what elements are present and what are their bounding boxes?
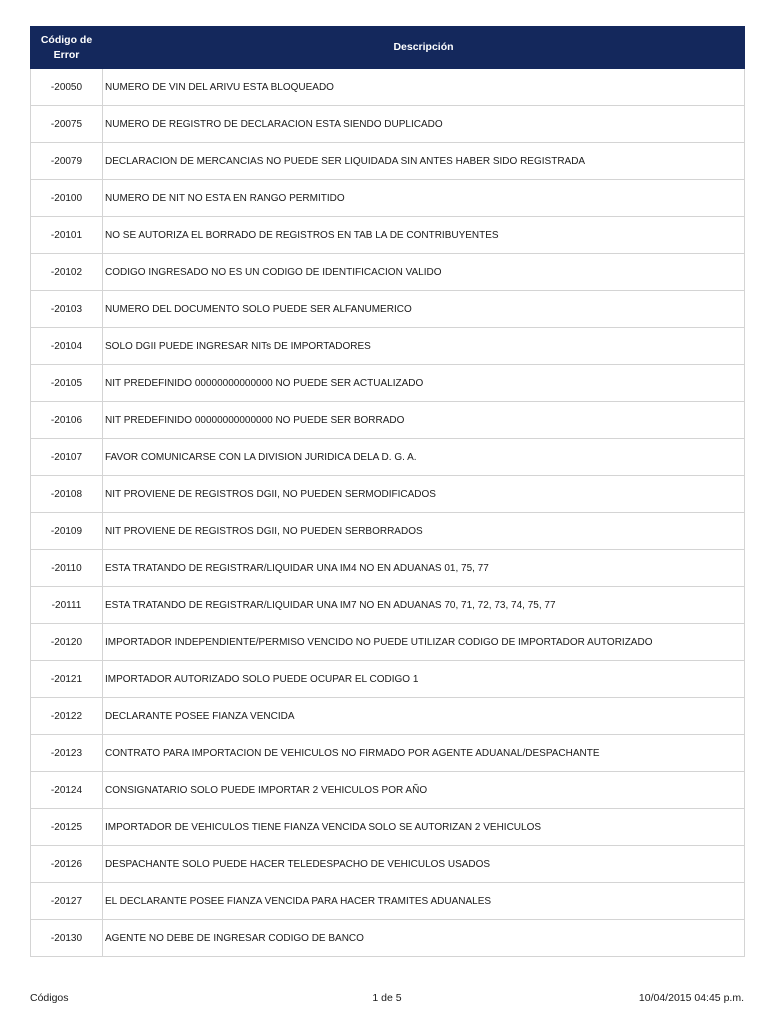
error-code-cell: -20124 <box>31 772 103 809</box>
error-description-cell: NUMERO DE REGISTRO DE DECLARACION ESTA SIENDO DUPLICADO <box>103 106 745 143</box>
table-row <box>31 735 745 772</box>
error-code-cell: -20130 <box>31 920 103 957</box>
error-description-cell: IMPORTADOR DE VEHICULOS TIENE FIANZA VENCIDA SOLO SE AUTORIZAN 2 VEHICULOS <box>103 809 745 846</box>
error-code-cell: -20101 <box>31 217 103 254</box>
table-row <box>31 476 745 513</box>
footer-page-number: 1 de 5 <box>372 992 402 1004</box>
footer-timestamp: 10/04/2015 04:45 p.m. <box>638 992 744 1004</box>
table-row <box>31 217 745 254</box>
table-row <box>31 439 745 476</box>
footer-document-name: Códigos <box>30 992 69 1004</box>
table-row <box>31 106 745 143</box>
error-code-cell: -20126 <box>31 846 103 883</box>
error-description-cell: DECLARANTE POSEE FIANZA VENCIDA <box>103 698 745 735</box>
table-body <box>31 69 745 957</box>
header-description: Descripción <box>103 27 745 69</box>
error-description-cell: IMPORTADOR INDEPENDIENTE/PERMISO VENCIDO NO PUEDE UTILIZAR CODIGO DE IMPORTADOR AUTORIZADO <box>103 624 745 661</box>
error-code-cell: -20100 <box>31 180 103 217</box>
error-code-cell: -20108 <box>31 476 103 513</box>
error-code-cell: -20125 <box>31 809 103 846</box>
table-row <box>31 661 745 698</box>
table-row <box>31 254 745 291</box>
error-code-cell: -20127 <box>31 883 103 920</box>
error-description-cell: NO SE AUTORIZA EL BORRADO DE REGISTROS EN TAB LA DE CONTRIBUYENTES <box>103 217 745 254</box>
error-code-cell: -20123 <box>31 735 103 772</box>
error-code-cell: -20106 <box>31 402 103 439</box>
table-row <box>31 920 745 957</box>
error-code-cell: -20121 <box>31 661 103 698</box>
error-description-cell: CONTRATO PARA IMPORTACION DE VEHICULOS NO FIRMADO POR AGENTE ADUANAL/DESPACHANTE <box>103 735 745 772</box>
error-code-cell: -20107 <box>31 439 103 476</box>
error-description-cell: NIT PREDEFINIDO 00000000000000 NO PUEDE SER ACTUALIZADO <box>103 365 745 402</box>
table-row <box>31 291 745 328</box>
table-row <box>31 624 745 661</box>
error-description-cell: NUMERO DEL DOCUMENTO SOLO PUEDE SER ALFANUMERICO <box>103 291 745 328</box>
error-code-cell: -20111 <box>31 587 103 624</box>
error-description-cell: NIT PREDEFINIDO 00000000000000 NO PUEDE SER BORRADO <box>103 402 745 439</box>
error-description-cell: EL DECLARANTE POSEE FIANZA VENCIDA PARA HACER TRAMITES ADUANALES <box>103 883 745 920</box>
error-description-cell: DECLARACION DE MERCANCIAS NO PUEDE SER LIQUIDADA SIN ANTES HABER SIDO REGISTRADA <box>103 143 745 180</box>
error-code-cell: -20079 <box>31 143 103 180</box>
error-description-cell: NIT PROVIENE DE REGISTROS DGII, NO PUEDEN SERBORRADOS <box>103 513 745 550</box>
error-code-cell: -20102 <box>31 254 103 291</box>
table-row <box>31 883 745 920</box>
error-code-cell: -20050 <box>31 69 103 106</box>
table-row <box>31 328 745 365</box>
table-row <box>31 698 745 735</box>
error-description-cell: DESPACHANTE SOLO PUEDE HACER TELEDESPACHO DE VEHICULOS USADOS <box>103 846 745 883</box>
error-description-cell: NUMERO DE NIT NO ESTA EN RANGO PERMITIDO <box>103 180 745 217</box>
error-description-cell: ESTA TRATANDO DE REGISTRAR/LIQUIDAR UNA IM7 NO EN ADUANAS 70, 71, 72, 73, 74, 75, 77 <box>103 587 745 624</box>
table-row <box>31 587 745 624</box>
header-code: Código de Error <box>31 27 103 69</box>
error-description-cell: CONSIGNATARIO SOLO PUEDE IMPORTAR 2 VEHICULOS POR AÑO <box>103 772 745 809</box>
table-row <box>31 513 745 550</box>
table-row <box>31 180 745 217</box>
error-description-cell: NUMERO DE VIN DEL ARIVU ESTA BLOQUEADO <box>103 69 745 106</box>
error-code-cell: -20104 <box>31 328 103 365</box>
header-row <box>31 27 745 69</box>
table-row <box>31 809 745 846</box>
table-row <box>31 846 745 883</box>
error-description-cell: AGENTE NO DEBE DE INGRESAR CODIGO DE BANCO <box>103 920 745 957</box>
error-description-cell: NIT PROVIENE DE REGISTROS DGII, NO PUEDEN SERMODIFICADOS <box>103 476 745 513</box>
error-description-cell: SOLO DGII PUEDE INGRESAR NITs DE IMPORTADORES <box>103 328 745 365</box>
error-description-cell: CODIGO INGRESADO NO ES UN CODIGO DE IDENTIFICACION VALIDO <box>103 254 745 291</box>
error-description-cell: FAVOR COMUNICARSE CON LA DIVISION JURIDICA DELA D. G. A. <box>103 439 745 476</box>
error-codes-table <box>30 26 745 957</box>
error-code-cell: -20103 <box>31 291 103 328</box>
table-row <box>31 69 745 106</box>
page-footer <box>30 992 744 1006</box>
error-codes-table-container <box>30 26 744 957</box>
table-header <box>31 27 745 69</box>
error-description-cell: ESTA TRATANDO DE REGISTRAR/LIQUIDAR UNA IM4 NO EN ADUANAS 01, 75, 77 <box>103 550 745 587</box>
error-code-cell: -20120 <box>31 624 103 661</box>
error-code-cell: -20122 <box>31 698 103 735</box>
error-code-cell: -20110 <box>31 550 103 587</box>
error-code-cell: -20109 <box>31 513 103 550</box>
error-code-cell: -20075 <box>31 106 103 143</box>
error-description-cell: IMPORTADOR AUTORIZADO SOLO PUEDE OCUPAR EL CODIGO 1 <box>103 661 745 698</box>
table-row <box>31 365 745 402</box>
table-row <box>31 402 745 439</box>
table-row <box>31 143 745 180</box>
table-row <box>31 550 745 587</box>
error-code-cell: -20105 <box>31 365 103 402</box>
table-row <box>31 772 745 809</box>
